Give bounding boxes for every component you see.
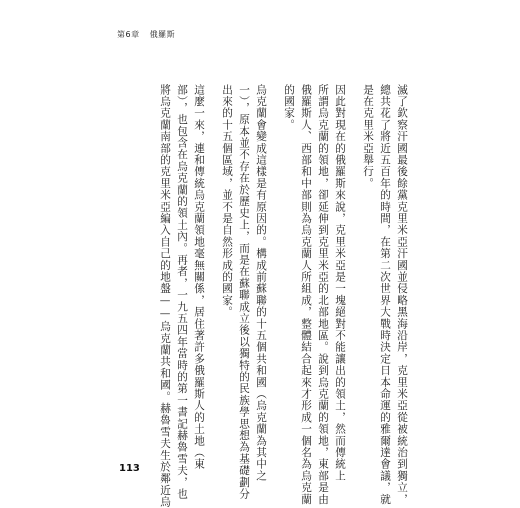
text-column: 將烏克蘭南部的克里米亞編入自己的地盤——烏克蘭共和國。赫魯雪夫生於鄰近烏 [159, 84, 171, 508]
text-column: 因此對現在的俄羅斯來說，克里米亞是一塊絕對不能讓出的領土，然而傳統上 [334, 84, 346, 482]
text-column: 總共花了將近五百年的時間，在第二次世界大戰時決定日本命運的雅爾達會議，就 [379, 84, 391, 506]
text-column: 所謂烏克蘭的領地，卻延伸到克里米亞的北部地區。說到烏克蘭的領地，東部是由 [317, 84, 329, 506]
chapter-label: 第6章 [117, 30, 140, 39]
text-column: 烏克蘭會變成這樣是有原因的。構成前蘇聯的十五個共和國（烏克蘭為其中之 [255, 84, 267, 482]
running-head [117, 29, 175, 40]
text-column: 出來的十五個區域，並不是自然形成的國家。 [221, 84, 233, 318]
text-column: 滅了欽察汗國最後餘黨克里米亞汗國並侵略黑海沿岸，克里米亞從被統治到獨立， [396, 84, 408, 506]
page-number: 113 [119, 463, 140, 474]
text-column: 一），原本並不存在於歷史上，而是在蘇聯成立後以獨特的民族學思想為基礎劃分 [238, 84, 250, 500]
text-column: 是在克里米亞舉行。 [362, 84, 374, 190]
text-column: 部），也包含在烏克蘭的領土內。再者，一九五四年當時的第一書記赫魯雪夫，也 [176, 84, 188, 500]
text-column: 的國家。 [283, 84, 295, 131]
chapter-title: 俄羅斯 [149, 30, 176, 39]
text-column: 這麼一來，連和傳統烏克蘭領地毫無關係，居住著許多俄羅斯人的土地（東 [193, 84, 205, 471]
text-column: 俄羅斯人、西部和中部則為烏克蘭人所組成，整體結合起來才形成一個名為烏克蘭 [300, 84, 312, 506]
